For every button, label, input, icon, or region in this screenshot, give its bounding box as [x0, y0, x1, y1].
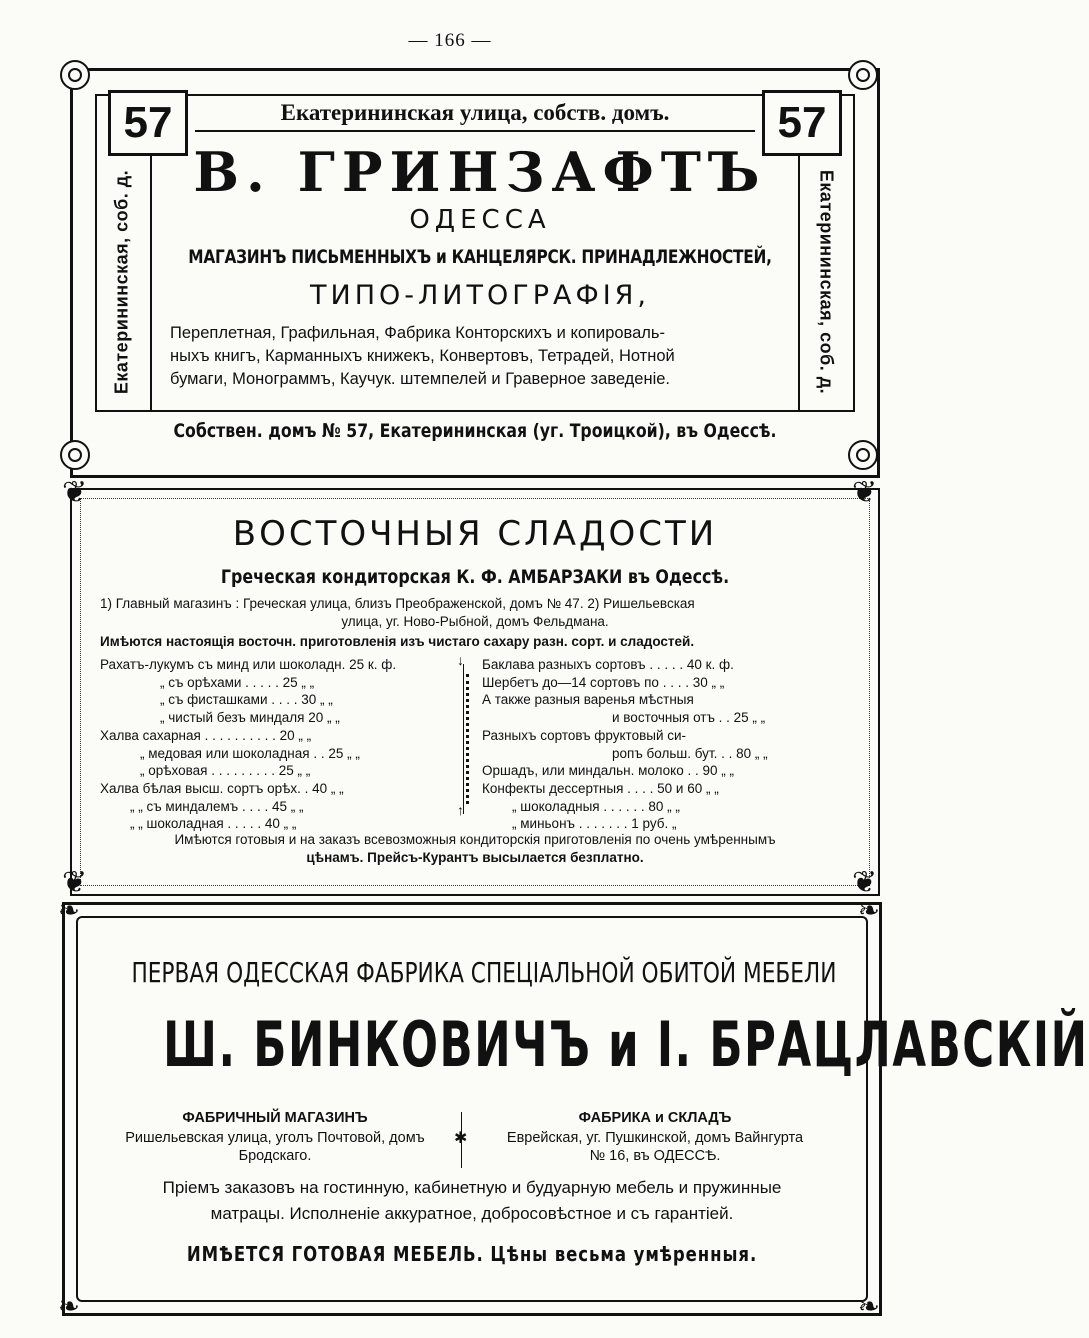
ad1-typo-lithography: ТИПО-ЛИТОГРАФІЯ,	[310, 280, 650, 311]
arrow-down-icon: ↓	[457, 654, 464, 669]
ad1-top-line: Екатерининская улица, собств. домъ.	[280, 100, 670, 125]
price-item: „ орѣховая . . . . . . . . . 25 „ „	[140, 763, 311, 779]
price-item: „ съ орѣхами . . . . . 25 „ „	[160, 674, 315, 690]
ad1-desc-line: ныхъ книгъ, Карманныхъ книжекъ, Конвертовъ, Тетрадей, Нотной	[170, 347, 675, 365]
ad3-orders-line: матрацы. Исполненіе аккуратное, добросовѣстное и съ гарантіей.	[210, 1204, 734, 1223]
ad1-divider	[195, 130, 755, 132]
ad3-headline: ПЕРВАЯ ОДЕССКАЯ ФАБРИКА СПЕЦІАЛЬНОЙ ОБИТОЙ МЕБЕЛИ	[131, 956, 837, 989]
ornament-corner-icon	[848, 440, 878, 470]
ad1-desc-line: бумаги, Монограммъ, Каучук. штемпелей и Граверное заведеніе.	[170, 370, 671, 388]
ad2-address-line: 1) Главный магазинъ : Греческая улица, близъ Преображенской, домъ № 47. 2) Ришельевская	[100, 596, 695, 611]
ad2-price-list-left	[100, 656, 460, 833]
ad3-factory-title: ФАБРИКА и СКЛАДЪ	[578, 1110, 732, 1126]
ad2-address-line: улица, уг. Ново-Рыбной, домъ Фельдмана.	[341, 614, 609, 629]
scroll-ornament-icon: ❧	[58, 1292, 80, 1321]
price-item: ропъ больш. бут. . . 80 „ „	[612, 745, 768, 761]
ad2-title: ВОСТОЧНЫЯ СЛАДОСТИ	[232, 514, 718, 554]
ad1-bottom-address: Собствен. домъ № 57, Екатерининская (уг. Троицкой), въ Одессѣ.	[173, 420, 777, 442]
price-item: Оршадъ, или миндальн. молоко . . 90 „ „	[482, 763, 734, 779]
ad2-divider-arrow-line	[463, 664, 464, 814]
house-number-left: 57	[108, 90, 188, 156]
price-item: Баклава разныхъ сортовъ . . . . . 40 к. ф.	[482, 657, 734, 672]
ad3-shop-title: ФАБРИЧНЫЙ МАГАЗИНЪ	[182, 1110, 368, 1126]
ad2-divider-dots	[466, 674, 469, 804]
scroll-ornament-icon: ❦	[852, 866, 878, 899]
price-item: „ „ съ миндалемъ . . . . 45 „ „	[130, 798, 304, 814]
ad3-shop-address: Ришельевская улица, уголъ Почтовой, домъ	[125, 1130, 425, 1146]
price-item: Шербетъ до—14 сортовъ по . . . . 30 „ „	[482, 674, 725, 690]
house-number-right: 57	[762, 90, 842, 156]
ad1-right-strip-line	[798, 155, 800, 410]
ad1-side-text-right: Екатерининская, соб. д.	[816, 169, 837, 395]
ornament-star-icon: ✱	[454, 1130, 468, 1147]
ad3-shop-address: Бродскаго.	[238, 1148, 312, 1164]
price-item: и восточныя отъ . . 25 „ „	[612, 710, 766, 726]
page-number: — 166 —	[408, 30, 492, 51]
ad2-footer-line: Имѣются готовыя и на заказъ всевозможныя кондиторскія приготовленія по очень умѣреннымъ	[174, 832, 776, 847]
price-item: „ чистый безъ миндаля 20 „ „	[160, 710, 340, 726]
scroll-ornament-icon: ❧	[858, 896, 880, 925]
ad3-factory-address: № 16, въ ОДЕССѢ.	[589, 1148, 721, 1164]
price-item: „ съ фисташками . . . . 30 „ „	[160, 692, 333, 708]
arrow-up-icon: ↑	[457, 804, 464, 819]
ornament-corner-icon	[848, 60, 878, 90]
price-item: „ медовая или шоколадная . . 25 „ „	[140, 745, 360, 761]
ornament-corner-icon	[60, 60, 90, 90]
price-item: Рахатъ-лукумъ съ минд или шоколадн. 25 к. ф.	[100, 657, 397, 672]
price-item: Конфекты дессертныя . . . . 50 и 60 „ „	[482, 780, 719, 796]
scroll-ornament-icon: ❦	[62, 866, 88, 899]
scroll-ornament-icon: ❦	[62, 476, 88, 509]
ornament-corner-icon	[60, 440, 90, 470]
scroll-ornament-icon: ❦	[852, 476, 878, 509]
ad1-desc-line: Переплетная, Графильная, Фабрика Конторскихъ и копироваль-	[170, 324, 666, 342]
price-item: Халва бѣлая высш. сортъ орѣх. . 40 „ „	[100, 780, 344, 796]
ad1-left-strip-line	[150, 155, 152, 410]
ad1-shop-line: МАГАЗИНЪ ПИСЬМЕННЫХЪ и КАНЦЕЛЯРСК. ПРИНАДЛЕЖНОСТЕЙ,	[188, 246, 772, 268]
ad1-side-text-left: Екатерининская, соб. д.	[111, 169, 132, 395]
price-item: Разныхъ сортовъ фруктовый си-	[482, 727, 687, 743]
scroll-ornament-icon: ❧	[58, 896, 80, 925]
ad3-ready-furniture: ИМѢЕТСЯ ГОТОВАЯ МЕБЕЛЬ. Цѣны весьма умѣренныя.	[186, 1242, 758, 1266]
price-item: „ миньонъ . . . . . . . 1 руб. „	[512, 816, 677, 832]
price-item: „ „ шоколадная . . . . . 40 „ „	[130, 816, 297, 832]
price-item: „ шоколадныя . . . . . . 80 „ „	[512, 798, 680, 814]
ad1-description	[170, 322, 790, 391]
ad2-price-list-right	[482, 656, 842, 833]
ad2-subtitle: Греческая кондиторская К. Ф. АМБАРЗАКИ въ Одессѣ.	[220, 566, 730, 588]
ad3-company-name: Ш. БИНКОВИЧЪ и І. БРАЦЛАВСКІЙ	[163, 1008, 1089, 1081]
scroll-ornament-icon: ❧	[858, 1292, 880, 1321]
ad1-company-name: В. ГРИНЗАФТЪ	[193, 140, 767, 204]
ad3-factory-address: Еврейская, уг. Пушкинской, домъ Вайнгурта	[506, 1130, 804, 1146]
ad2-footer-line: цѣнамъ. Прейсъ-Курантъ высылается безплатно.	[306, 850, 644, 865]
price-item: А также разныя варенья мѣстныя	[482, 692, 694, 708]
ad1-city: ОДЕССА	[409, 205, 551, 235]
ad3-orders-line: Пріемъ заказовъ на гостинную, кабинетную и будуарную мебель и пружинные	[162, 1178, 782, 1197]
price-item: Халва сахарная . . . . . . . . . . 20 „ „	[100, 727, 312, 743]
ad2-note: Имѣются настоящія восточн. приготовленія изъ чистаго сахару разн. сорт. и сладостей.	[100, 634, 695, 649]
